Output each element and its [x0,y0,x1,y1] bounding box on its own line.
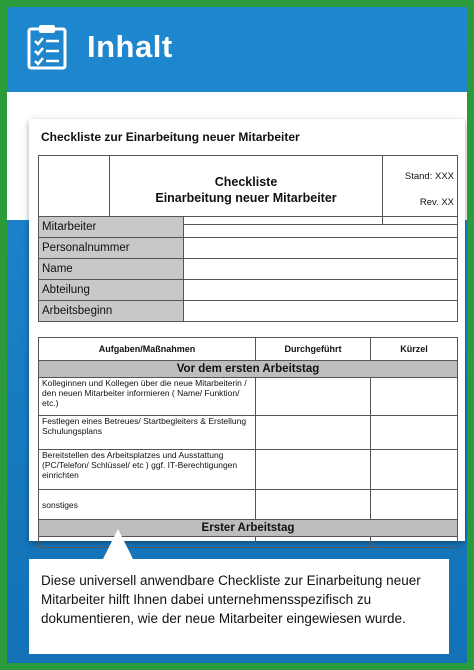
task-done-cell[interactable] [256,537,371,548]
document-heading-line2: Einarbeitung neuer Mitarbeiter [155,191,337,205]
field-value-personalnummer[interactable] [184,238,458,259]
field-value-abteilung[interactable] [184,280,458,301]
document-heading-cell [110,156,383,225]
task-done-cell[interactable] [256,378,371,416]
tasks-table [38,337,458,548]
section-heading-before-first-day: Vor dem ersten Arbeitstag [39,361,458,378]
task-done-cell[interactable] [256,450,371,490]
task-initials-cell[interactable] [371,450,458,490]
logo-cell [39,156,110,225]
header-bar [7,7,467,87]
task-done-cell[interactable] [256,490,371,520]
callout-pointer [102,529,134,561]
column-header-initials: Kürzel [371,338,458,361]
field-label-name: Name [39,259,184,280]
revision-cell [383,156,458,225]
document-heading-line1: Checkliste [214,175,278,189]
field-value-name[interactable] [184,259,458,280]
task-initials-cell[interactable] [371,537,458,548]
clipboard-checklist-icon [27,24,67,70]
task-text: Kolleginnen und Kollegen über die neue Mitarbeiterin / den neuen Mitarbeiter informieren ( Name/ Funktion/ etc.) [39,378,256,416]
description-text: Diese universell anwendbare Checkliste zur Einarbeitung neuer Mitarbeiter hilft Ihnen dabei unternehmensspezifisch zu dokumentieren, wie der neue Mitarbeiter eingewiesen wurde. [41,573,421,626]
task-initials-cell[interactable] [371,416,458,450]
field-label-arbeitsbeginn: Arbeitsbeginn [39,301,184,322]
field-label-abteilung: Abteilung [39,280,184,301]
field-value-mitarbeiter[interactable] [184,217,458,238]
task-done-cell[interactable] [256,416,371,450]
task-text: sonstiges [39,490,256,520]
description-callout [29,559,449,654]
section-heading-first-day: Erster Arbeitstag [39,520,458,537]
column-header-task: Aufgaben/Maßnahmen [39,338,256,361]
task-initials-cell[interactable] [371,378,458,416]
checklist-document [29,119,465,541]
task-text: Festlegen eines Betreues/ Startbegleiters & Erstellung Schulungsplans [39,416,256,450]
task-empty-cell[interactable] [39,537,256,548]
content-panel [7,7,467,663]
field-label-mitarbeiter: Mitarbeiter [39,217,184,238]
stand-label: Stand: XXX [404,171,454,182]
revision-label: Rev. XX [419,197,454,208]
header-title: Inhalt [87,29,173,64]
document-title: Checkliste zur Einarbeitung neuer Mitarbeiter [41,130,300,144]
employee-info-table [38,216,458,322]
field-label-personalnummer: Personalnummer [39,238,184,259]
column-header-done: Durchgeführt [256,338,371,361]
task-initials-cell[interactable] [371,490,458,520]
field-value-arbeitsbeginn[interactable] [184,301,458,322]
document-header-table [38,155,458,225]
task-text: Bereitstellen des Arbeitsplatzes und Ausstattung (PC/Telefon/ Schlüssel/ etc ) ggf. IT-Berechtigungen einrichten [39,450,256,490]
